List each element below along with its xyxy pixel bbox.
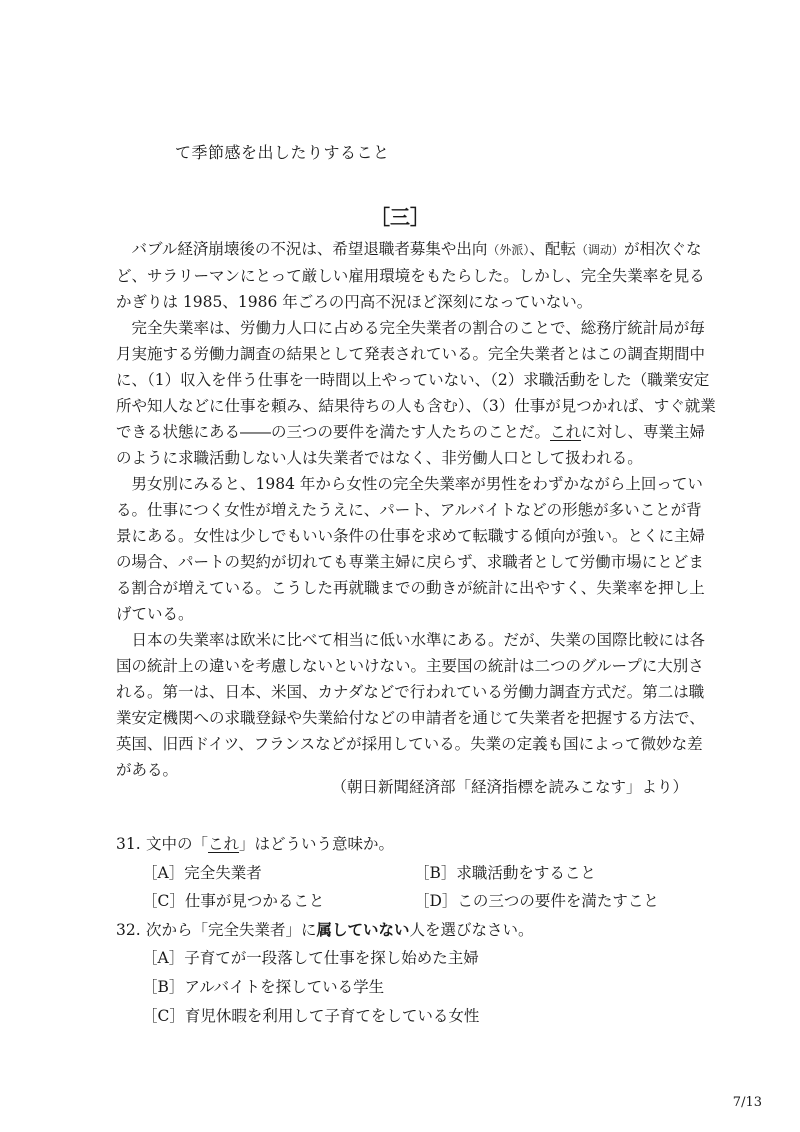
- question-stem: 人を選びなさい。: [409, 920, 534, 939]
- question-stem: 」はどういう意味か。: [239, 835, 395, 853]
- paragraph-text: に対し、専業主婦のように求職活動しない人は失業者ではなく、非労働人口として扱われる。: [116, 423, 706, 467]
- option-row: [116, 1002, 716, 1031]
- paragraph-text: が相次ぐなど、サラリーマンにとって厳しい雇用環境をもたらした。しかし、完全失業率を見るかぎりは 1985、1986 年ごろの円高不況ほど深刻になっていない。: [116, 240, 705, 311]
- chinese-gloss: （调动）: [575, 243, 624, 257]
- passage-paragraph-1: [116, 236, 716, 315]
- section-title: ［三］: [370, 205, 430, 229]
- option-row: [116, 944, 716, 973]
- passage-paragraph-3: 男女別にみると、1984 年から女性の完全失業率が男性をわずかながら上回っている。仕事につく女性が増えたうえに、パート、アルバイトなどの形態が多いことが背景にある。女性は少しでもいい条件の仕事を求めて転職する傾向が強い。とくに主婦の場合、パートの契約が切れても専業主婦に戻らず、求職者として労働市場にとどまる割合が増えている。こうした再就職までの動きが統計に出やすく、失業率を押し上げている。: [116, 475, 706, 623]
- question-stem: 次から「完全失業者」に: [146, 920, 317, 939]
- paragraph-text: バブル経済崩壊後の不況は、希望退職者募集や出向: [131, 240, 488, 258]
- question-32: [116, 916, 716, 945]
- option-row: [116, 887, 716, 916]
- option-b[interactable]: ［B］求職活動をすること: [414, 863, 596, 882]
- passage-paragraph-2: [116, 315, 716, 471]
- question-block: [116, 830, 716, 1030]
- passage-paragraph-4: 日本の失業率は欧米に比べて相当に低い水準にある。だが、失業の国際比較には各国の統計上の違いを考慮しないといけない。主要国の統計は二つのグループに大別される。第一は、日本、米国、カナダなどで行われている労働力調査方式だ。第二は職業安定機関への求職登録や失業給付などの申請者を通じて失業者を把握する方法で、英国、旧西ドイツ、フランスなどが採用している。失業の定義も国によって微妙な差がある。: [116, 631, 706, 779]
- paragraph-text: 、配転: [529, 240, 576, 258]
- option-d[interactable]: ［D］この三つの要件を満たすこと: [414, 892, 659, 911]
- option-b[interactable]: ［B］アルバイトを探している学生: [142, 977, 385, 996]
- underlined-keyword: これ: [208, 835, 240, 853]
- question-stem: 文中の「: [146, 835, 209, 853]
- source-citation: （朝日新聞経済部「経済指標を読みこなす」より）: [331, 778, 688, 796]
- underlined-keyword: これ: [550, 423, 582, 441]
- question-31: [116, 830, 716, 859]
- option-a[interactable]: ［A］子育てが一段落して仕事を探し始めた主婦: [142, 949, 479, 968]
- option-c[interactable]: ［C］仕事が見つかること: [142, 892, 325, 911]
- option-row: [116, 973, 716, 1002]
- page-number: 7/13: [732, 1095, 762, 1110]
- emphasized-keyword: 属していない: [316, 919, 410, 939]
- question-number: 31.: [116, 835, 141, 853]
- carry-over-line: て季節感を出したりすること: [175, 143, 390, 162]
- option-c[interactable]: ［C］育児休暇を利用して子育てをしている女性: [142, 1006, 480, 1025]
- paragraph-text: 完全失業率は、労働力人口に占める完全失業者の割合のことで、総務庁統計局が毎月実施する労働力調査の結果として発表されている。完全失業者とはこの調査期間中に、（1）収入を伴う仕事を一時間以上やっていない、（2）求職活動をした（職業安定所や知人などに仕事を頼み、結果待ちの人も含む）、（3）仕事が見つかれば、すぐ就業できる状態にある――の三つの要件を満たす人たちのことだ。: [116, 319, 716, 441]
- question-number: 32.: [116, 920, 141, 939]
- option-row: [116, 859, 716, 888]
- chinese-gloss: （外派）: [487, 243, 530, 257]
- reading-passage: [116, 236, 716, 783]
- option-a[interactable]: ［A］完全失業者: [142, 863, 262, 882]
